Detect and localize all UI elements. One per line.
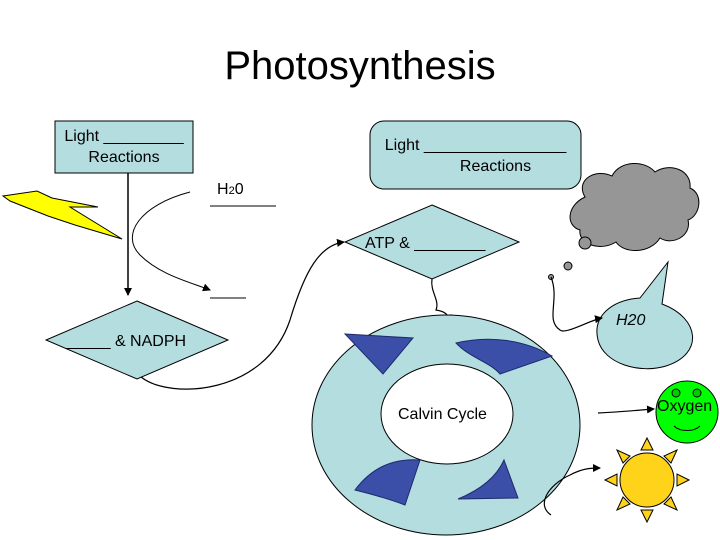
h2o-label-left — [217, 180, 244, 201]
arrow-cycle-to-oxygen — [598, 409, 654, 413]
left-box-label — [55, 126, 193, 168]
lightning-bolt-icon — [3, 191, 122, 239]
oxygen-label: Oxygen — [657, 398, 713, 415]
arrow-water-to-cycle — [551, 277, 602, 331]
cloud-trail-dot-large — [579, 237, 591, 249]
h2o-subscript: 2 — [228, 185, 235, 197]
calvin-cycle-label: Calvin Cycle — [398, 406, 487, 423]
h2o-h: H — [217, 181, 229, 198]
right-box-line1: Light ________________ — [384, 137, 567, 154]
water-bubble-label: H20 — [616, 312, 646, 329]
h2o-tail: 0 — [234, 181, 244, 198]
cloud-trail-dot-medium — [564, 262, 572, 270]
nadph-label: _____ & NADPH — [66, 333, 187, 350]
cloud-icon — [570, 163, 699, 250]
left-box-line1: Light _________ — [64, 128, 184, 145]
right-box-label — [370, 135, 581, 177]
oxygen-face-left-eye — [672, 389, 680, 397]
diagram-title: Photosynthesis — [224, 44, 496, 88]
atp-label: ATP & ________ — [365, 235, 486, 252]
sun-icon — [605, 438, 689, 522]
oxygen-face-right-eye — [693, 389, 701, 397]
left-box-line2: Reactions — [88, 149, 160, 166]
right-box-line2: Reactions — [459, 158, 532, 175]
water-split-curve — [132, 192, 210, 290]
